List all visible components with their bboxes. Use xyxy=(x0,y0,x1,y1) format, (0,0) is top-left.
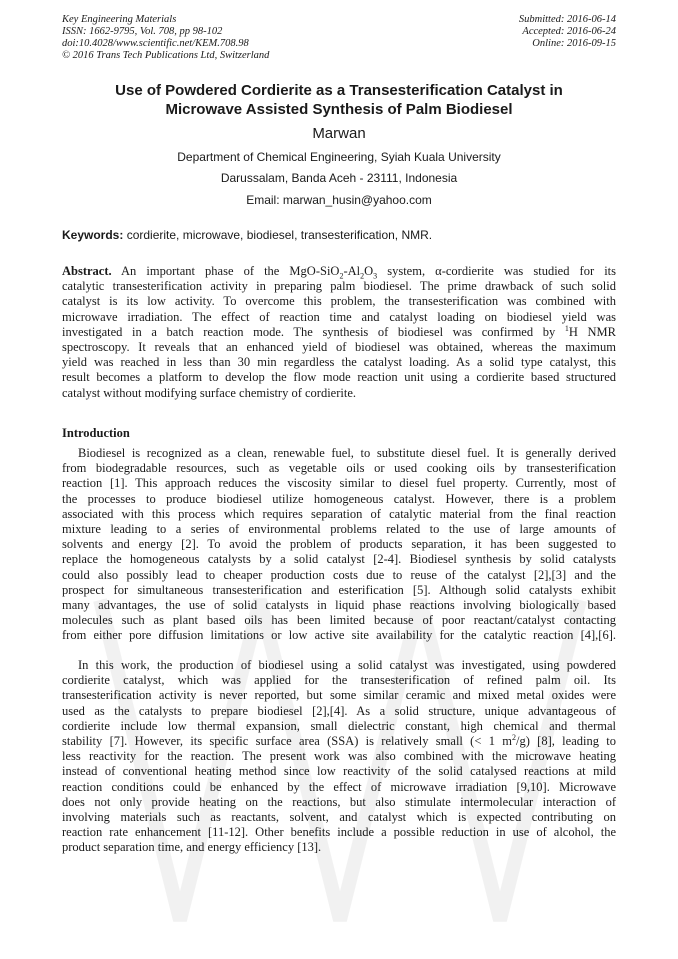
abstract-label: Abstract. xyxy=(62,264,112,278)
paragraph-line: does not only provide heating on the reactions, but also stimulate intermolecular interaction of xyxy=(62,794,616,809)
paragraph-line: from biodegradable resources, such as vegetable oils or used cooking oils by transesterification xyxy=(62,461,616,476)
paragraph-line: replace the homogeneous catalysts by a solid catalyst [2-4]. Biodiesel synthesis by solid catalysts xyxy=(62,552,616,567)
abstract-line: Abstract. An important phase of the MgO-$SiO_2-Al_2O_3$ system, α-cordierite was studied for its xyxy=(62,264,616,281)
accepted-date: Accepted: 2016-06-24 xyxy=(522,26,616,37)
abstract-line: catalytic transesterification activity in preparing palm biodiesel. The prime drawback of such solid xyxy=(62,279,616,294)
introduction-paragraph-1 xyxy=(62,446,616,643)
online-date: Online: 2016-09-15 xyxy=(532,38,616,49)
author-name: Marwan xyxy=(312,125,366,142)
title-line-1: Use of Powdered Cordierite as a Transesterification Catalyst in xyxy=(115,82,563,99)
abstract-line: yield was reached in less than 30 min regardless the catalyst loading. As a solid type catalyst, this xyxy=(62,355,616,370)
abstract-line: catalyst is its low activity. To overcome this problem, the transesterification was combined with xyxy=(62,294,616,309)
paragraph-line: product separation time, and energy efficiency [13]. xyxy=(62,840,322,855)
author-email: Email: marwan_husin@yahoo.com xyxy=(246,193,432,207)
paragraph-line: less reactivity for the reaction. The present work was also combined with the microwave heating xyxy=(62,749,616,764)
affiliation-department: Department of Chemical Engineering, Syiah Kuala University xyxy=(177,150,501,164)
affiliation-address: Darussalam, Banda Aceh - 23111, Indonesia xyxy=(220,171,458,185)
journal-name: Key Engineering Materials xyxy=(62,14,177,25)
paragraph-line: associated with this process which requires separation of catalytic material from the final reaction xyxy=(62,506,616,521)
journal-doi: doi:10.4028/www.scientific.net/KEM.708.98 xyxy=(62,38,249,49)
abstract-line: result becomes a platform to develop the flow mode reaction unit using a cordierite based structured xyxy=(62,370,616,385)
paragraph-line: solvents and energy [2]. To avoid the problem of products separation, it has been suggested to xyxy=(62,537,616,552)
abstract-line: investigated in a batch reaction mode. The synthesis of biodiesel was confirmed by $^1$H NMR xyxy=(62,323,616,339)
journal-info xyxy=(62,14,269,62)
title-line-2: Microwave Assisted Synthesis of Palm Biodiesel xyxy=(165,101,513,118)
paper-title xyxy=(62,81,616,119)
paragraph-line: stability [7]. However, its specific surface area (SSA) is relatively small (< 1 $m^2/g$) [8], leading to xyxy=(62,732,616,748)
paragraph-line: could also possibly lead to cheaper production costs due to reuse of the catalyst [2],[3] and the xyxy=(62,567,616,582)
paragraph-line: reaction rate enhancement [11-12]. Other benefits include a possible reduction in use of alcohol, the xyxy=(62,825,616,840)
section-heading-introduction: Introduction xyxy=(62,426,130,440)
journal-copyright: © 2016 Trans Tech Publications Ltd, Switzerland xyxy=(62,50,270,61)
paragraph-line: molecules such as plant based oils has been limited because of poor reactant/catalyst contacting xyxy=(62,613,616,628)
paragraph-line: reaction conditions could be enhanced by the effect of microwave irradiation [9,10]. Microwave xyxy=(62,779,616,794)
paragraph-line: mixture leading to a series of environmental problems related to the use of large amounts of xyxy=(62,521,616,536)
paragraph-line: the processes to produce biodiesel utilize homogeneous catalyst. However, there is a problem xyxy=(62,491,616,506)
paragraph-line: cordierite catalyst, which was applied for the transesterification of refined palm oil. Its xyxy=(62,673,616,688)
paragraph-line: instead of conventional heating method since low reactivity of the solid catalysed reactions at mild xyxy=(62,764,616,779)
keywords xyxy=(62,228,616,242)
paragraph-line: prospect for simultaneous transesterification and esterification [5]. Although solid catalysts exhibit xyxy=(62,582,616,597)
abstract xyxy=(62,264,616,401)
paragraph-line: many advantages, the use of solid catalysts in liquid phase reactions involving biologically based xyxy=(62,597,616,612)
journal-issn: ISSN: 1662-9795, Vol. 708, pp 98-102 xyxy=(62,26,223,37)
publication-dates xyxy=(519,14,616,50)
paragraph-line: cordierite include low thermal expansion, small dielectric constant, high chemical and thermal xyxy=(62,718,616,733)
keywords-text: cordierite, microwave, biodiesel, transesterification, NMR. xyxy=(123,228,433,242)
paragraph-line: from either pore diffusion limitations or low active site availability for the catalytic reaction [4],[6]. xyxy=(62,628,616,643)
paragraph-line: involving materials such as reactants, solvent, and catalyst which is expected contributing on xyxy=(62,809,616,824)
submitted-date: Submitted: 2016-06-14 xyxy=(518,14,616,25)
paragraph-line: reaction [1]. This approach reduces the viscosity similar to diesel fuel property. Currently, most of xyxy=(62,476,616,491)
abstract-line: spectroscopy. It reveals that an enhanced yield of biodiesel was obtained, whereas the maximum xyxy=(62,339,616,354)
paragraph-line: transesterification activity is never reported, but some similar ceramic and mixed metal oxides were xyxy=(62,688,616,703)
keywords-label: Keywords: xyxy=(62,228,124,242)
paragraph-line: In this work, the production of biodiesel using a solid catalyst was investigated, using powdered xyxy=(78,658,616,672)
abstract-line: microwave irradiation. The effect of reaction time and catalyst loading on biodiesel yield was xyxy=(62,309,616,324)
introduction-paragraph-2 xyxy=(62,658,616,855)
paragraph-line: Biodiesel is recognized as a clean, renewable fuel, to substitute diesel fuel. It is generally derived xyxy=(78,446,616,460)
paragraph-line: used as the catalysts to prepare biodiesel [2],[4]. As a solid structure, unique advantageous of xyxy=(62,703,616,718)
abstract-line: catalyst without modifying surface chemistry of cordierite. xyxy=(62,385,357,400)
